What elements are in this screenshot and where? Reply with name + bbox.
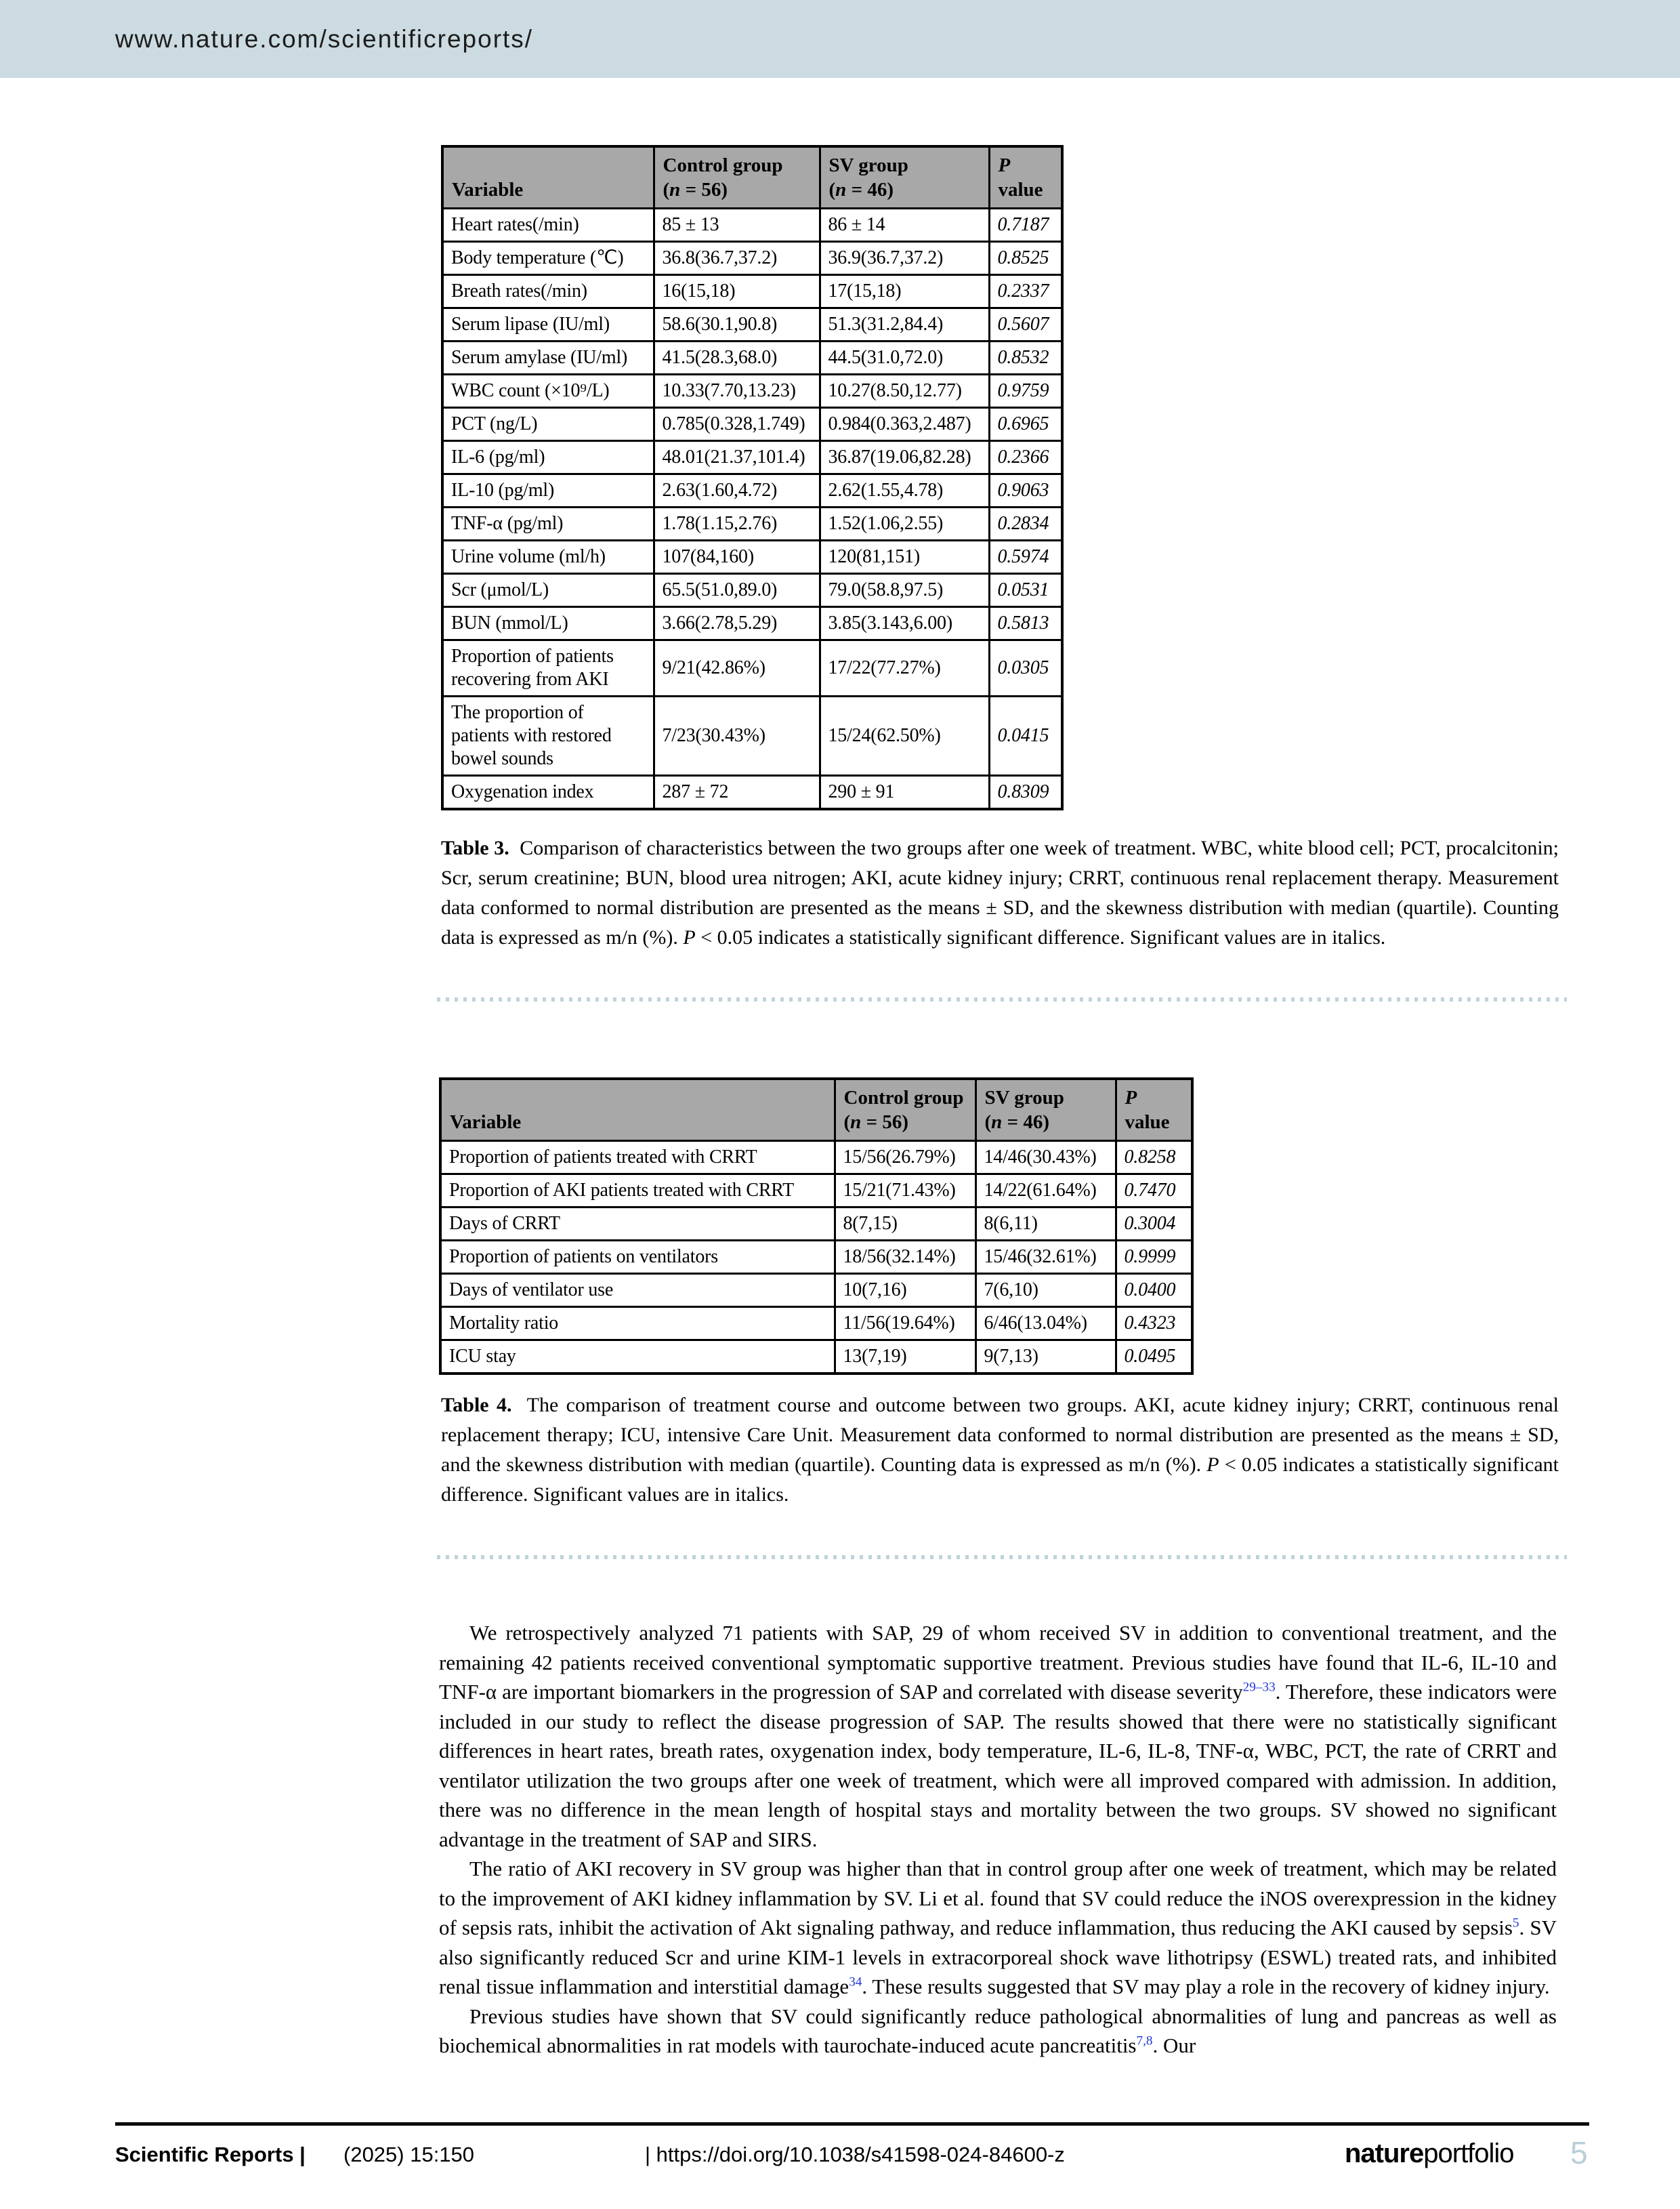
sv-group-cell: 51.3(31.2,84.4): [820, 308, 989, 342]
table-row: [442, 209, 1062, 242]
control-group-cell: 11/56(19.64%): [835, 1307, 975, 1340]
table-row: [440, 1174, 1192, 1207]
sv-group-cell: 14/22(61.64%): [975, 1174, 1116, 1207]
variable-cell: Mortality ratio: [440, 1307, 835, 1340]
table-row: [442, 607, 1062, 640]
control-group-cell: 1.78(1.15,2.76): [654, 508, 820, 541]
variable-cell: Breath rates(/min): [442, 275, 654, 308]
control-group-cell: 3.66(2.78,5.29): [654, 607, 820, 640]
variable-cell: PCT (ng/L): [442, 408, 654, 441]
table-row: [440, 1141, 1192, 1174]
pvalue-cell: 0.0400: [1116, 1274, 1192, 1307]
table-4-treatment-outcome: [439, 1077, 1194, 1375]
control-group-cell: 85 ± 13: [654, 209, 820, 242]
control-group-cell: 36.8(36.7,37.2): [654, 242, 820, 275]
table-row: [442, 408, 1062, 441]
column-header: Control group (n = 56): [835, 1079, 975, 1141]
body-text: [439, 1618, 1557, 2061]
sv-group-cell: 17(15,18): [820, 275, 989, 308]
paragraph: The ratio of AKI recovery in SV group was higher than that in control group after one week of treatment, which may be related to the improvement of AKI kidney inflammation by SV. Li et al. found that SV could reduce the iNOS overexpression in the kidney of sepsis rats, inhibit the activation of Akt signaling pathway, and reduce inflammation, thus reducing the AKI caused by sepsis$^5$. SV also significantly reduced Scr and urine KIM-1 levels in extracorporeal shock wave lithotripsy (ESWL) treated rats, and inhibited renal tissue inflammation and interstitial damage$^{34}$. These results suggested that SV may play a role in the recovery of kidney injury.: [439, 1857, 1557, 1998]
sv-group-cell: 120(81,151): [820, 541, 989, 574]
table-3-caption: Table 3. Comparison of characteristics between the two groups after one week of treatment. WBC, white blood cell; PCT, procalcitonin; Scr, serum creatinine; BUN, blood urea nitrogen; AKI, acute kidney injury; CRRT, continuous renal replacement therapy. Measurement data conformed to normal distribution are presented as the means ± SD, and the skewness distribution with median (quartile). Counting data is expressed as m/n (%). P < 0.05 indicates a statistically significant difference. Significant values are in italics.: [441, 837, 1559, 949]
table-row: [442, 474, 1062, 508]
pvalue-cell: 0.8525: [989, 242, 1062, 275]
control-group-cell: 287 ± 72: [654, 776, 820, 810]
sv-group-cell: 7(6,10): [975, 1274, 1116, 1307]
pvalue-cell: 0.8309: [989, 776, 1062, 810]
journal-header-band: [0, 0, 1680, 78]
pvalue-cell: 0.9759: [989, 375, 1062, 408]
table-row: [440, 1340, 1192, 1374]
control-group-cell: 58.6(30.1,90.8): [654, 308, 820, 342]
control-group-cell: 16(15,18): [654, 275, 820, 308]
table-header-row: [440, 1079, 1192, 1141]
table-row: [442, 441, 1062, 474]
logo-portfolio: portfolio: [1423, 2139, 1514, 2168]
pvalue-cell: 0.4323: [1116, 1307, 1192, 1340]
pvalue-cell: 0.5607: [989, 308, 1062, 342]
sv-group-cell: 15/24(62.50%): [820, 697, 989, 776]
citation-ref[interactable]: 7,8: [1136, 2033, 1153, 2048]
table-row: [442, 574, 1062, 607]
sv-group-cell: 2.62(1.55,4.78): [820, 474, 989, 508]
variable-cell: Serum amylase (IU/ml): [442, 342, 654, 375]
variable-cell: TNF-α (pg/ml): [442, 508, 654, 541]
pvalue-cell: 0.0305: [989, 640, 1062, 697]
logo-nature: nature: [1345, 2139, 1424, 2168]
table-3-characteristics: [441, 145, 1064, 810]
control-group-cell: 8(7,15): [835, 1207, 975, 1241]
pvalue-cell: 0.8258: [1116, 1141, 1192, 1174]
table-4-caption: Table 4. The comparison of treatment course and outcome between two groups. AKI, acute kidney injury; CRRT, continuous renal replacement therapy; ICU, intensive Care Unit. Measurement data conformed to normal distribution are presented as the means ± SD, and the skewness distribution with median (quartile). Counting data is expressed as m/n (%). P < 0.05 indicates a statistically significant difference. Significant values are in italics.: [441, 1394, 1559, 1506]
pvalue-cell: 0.5974: [989, 541, 1062, 574]
column-header: P value: [989, 146, 1062, 209]
table-row: [442, 776, 1062, 810]
sv-group-cell: 6/46(13.04%): [975, 1307, 1116, 1340]
variable-cell: Proportion of patients treated with CRRT: [440, 1141, 835, 1174]
citation-ref[interactable]: 29–33: [1242, 1680, 1276, 1695]
variable-cell: Scr (μmol/L): [442, 574, 654, 607]
control-group-cell: 18/56(32.14%): [835, 1241, 975, 1274]
sv-group-cell: 10.27(8.50,12.77): [820, 375, 989, 408]
control-group-cell: 48.01(21.37,101.4): [654, 441, 820, 474]
control-group-cell: 15/21(71.43%): [835, 1174, 975, 1207]
variable-cell: Heart rates(/min): [442, 209, 654, 242]
paragraph: We retrospectively analyzed 71 patients with SAP, 29 of whom received SV in addition to conventional treatment, and the remaining 42 patients received conventional symptomatic supportive treatment. Previous studies have found that IL-6, IL-10 and TNF-α are important biomarkers in the progression of SAP and correlated with disease severity$^{29-33}$. Therefore, these indicators were included in our study to reflect the disease progression of SAP. The results showed that there were no statistically significant differences in heart rates, breath rates, oxygenation index, body temperature, IL-6, IL-8, TNF-α, WBC, PCT, the rate of CRRT and ventilator utilization the two groups after one week of treatment, which were all improved compared with admission. In addition, there was no difference in the mean length of hospital stays and mortality between the two groups. SV showed no significant advantage in the treatment of SAP and SIRS.: [439, 1621, 1557, 1851]
table-row: [440, 1207, 1192, 1241]
table-row: [442, 375, 1062, 408]
variable-cell: Days of CRRT: [440, 1207, 835, 1241]
footer-doi-link[interactable]: | https://doi.org/10.1038/s41598-024-84600-z: [645, 2143, 1065, 2166]
sv-group-cell: 14/46(30.43%): [975, 1141, 1116, 1174]
table-row: [440, 1274, 1192, 1307]
table-row: [442, 242, 1062, 275]
variable-cell: Proportion of patients recovering from AKI: [442, 640, 654, 697]
variable-cell: The proportion of patients with restored bowel sounds: [442, 697, 654, 776]
variable-cell: ICU stay: [440, 1340, 835, 1374]
column-header: SV group (n = 46): [820, 146, 989, 209]
table-row: [440, 1241, 1192, 1274]
sv-group-cell: 36.87(19.06,82.28): [820, 441, 989, 474]
variable-cell: Serum lipase (IU/ml): [442, 308, 654, 342]
sv-group-cell: 1.52(1.06,2.55): [820, 508, 989, 541]
sv-group-cell: 79.0(58.8,97.5): [820, 574, 989, 607]
column-header: SV group (n = 46): [975, 1079, 1116, 1141]
pvalue-cell: 0.0531: [989, 574, 1062, 607]
table-row: [442, 275, 1062, 308]
table-row: [442, 541, 1062, 574]
control-group-cell: 107(84,160): [654, 541, 820, 574]
paragraph: Previous studies have shown that SV could significantly reduce pathological abnormalities of lung and pancreas as well as biochemical abnormalities in rat models with taurochate-induced acute pancreatitis$^{7,8}$. Our: [439, 2004, 1557, 2057]
sv-group-cell: 17/22(77.27%): [820, 640, 989, 697]
pvalue-cell: 0.9999: [1116, 1241, 1192, 1274]
page-number: 5: [1570, 2135, 1588, 2170]
journal-url: www.nature.com/scientificreports/: [115, 24, 534, 53]
control-group-cell: 13(7,19): [835, 1340, 975, 1374]
citation-ref[interactable]: 5: [1512, 1916, 1519, 1931]
citation-ref[interactable]: 34: [849, 1975, 862, 1989]
sv-group-cell: 9(7,13): [975, 1340, 1116, 1374]
pvalue-cell: 0.7470: [1116, 1174, 1192, 1207]
pvalue-cell: 0.7187: [989, 209, 1062, 242]
column-header: Variable: [440, 1079, 835, 1141]
section-divider: [437, 1555, 1567, 1559]
control-group-cell: 10(7,16): [835, 1274, 975, 1307]
control-group-cell: 65.5(51.0,89.0): [654, 574, 820, 607]
pvalue-cell: 0.0415: [989, 697, 1062, 776]
pvalue-cell: 0.8532: [989, 342, 1062, 375]
variable-cell: Days of ventilator use: [440, 1274, 835, 1307]
sv-group-cell: 36.9(36.7,37.2): [820, 242, 989, 275]
variable-cell: Oxygenation index: [442, 776, 654, 810]
column-header: Variable: [442, 146, 654, 209]
pvalue-cell: 0.9063: [989, 474, 1062, 508]
control-group-cell: 9/21(42.86%): [654, 640, 820, 697]
pvalue-cell: 0.6965: [989, 408, 1062, 441]
variable-cell: IL-6 (pg/ml): [442, 441, 654, 474]
variable-cell: WBC count (×10⁹/L): [442, 375, 654, 408]
footer-journal-name: Scientific Reports |: [115, 2143, 306, 2166]
sv-group-cell: 15/46(32.61%): [975, 1241, 1116, 1274]
pvalue-cell: 0.0495: [1116, 1340, 1192, 1374]
footer-citation: (2025) 15:150: [343, 2143, 475, 2166]
control-group-cell: 10.33(7.70,13.23): [654, 375, 820, 408]
sv-group-cell: 3.85(3.143,6.00): [820, 607, 989, 640]
control-group-cell: 41.5(28.3,68.0): [654, 342, 820, 375]
table-row: [442, 308, 1062, 342]
pvalue-cell: 0.2366: [989, 441, 1062, 474]
table-row: [442, 508, 1062, 541]
pvalue-cell: 0.2337: [989, 275, 1062, 308]
pvalue-cell: 0.5813: [989, 607, 1062, 640]
sv-group-cell: 86 ± 14: [820, 209, 989, 242]
nature-portfolio-logo: [1345, 2139, 1514, 2169]
table-row: [442, 640, 1062, 697]
section-divider: [437, 997, 1567, 1002]
control-group-cell: 15/56(26.79%): [835, 1141, 975, 1174]
variable-cell: IL-10 (pg/ml): [442, 474, 654, 508]
table-row: [442, 342, 1062, 375]
sv-group-cell: 8(6,11): [975, 1207, 1116, 1241]
pvalue-cell: 0.3004: [1116, 1207, 1192, 1241]
table-row: [442, 697, 1062, 776]
variable-cell: Proportion of patients on ventilators: [440, 1241, 835, 1274]
table-header-row: [442, 146, 1062, 209]
table-row: [440, 1307, 1192, 1340]
column-header: Control group (n = 56): [654, 146, 820, 209]
sv-group-cell: 290 ± 91: [820, 776, 989, 810]
sv-group-cell: 44.5(31.0,72.0): [820, 342, 989, 375]
variable-cell: Body temperature (℃): [442, 242, 654, 275]
column-header: P value: [1116, 1079, 1192, 1141]
variable-cell: Proportion of AKI patients treated with CRRT: [440, 1174, 835, 1207]
control-group-cell: 0.785(0.328,1.749): [654, 408, 820, 441]
control-group-cell: 7/23(30.43%): [654, 697, 820, 776]
footer-rule: [115, 2122, 1589, 2126]
pvalue-cell: 0.2834: [989, 508, 1062, 541]
variable-cell: BUN (mmol/L): [442, 607, 654, 640]
variable-cell: Urine volume (ml/h): [442, 541, 654, 574]
sv-group-cell: 0.984(0.363,2.487): [820, 408, 989, 441]
control-group-cell: 2.63(1.60,4.72): [654, 474, 820, 508]
